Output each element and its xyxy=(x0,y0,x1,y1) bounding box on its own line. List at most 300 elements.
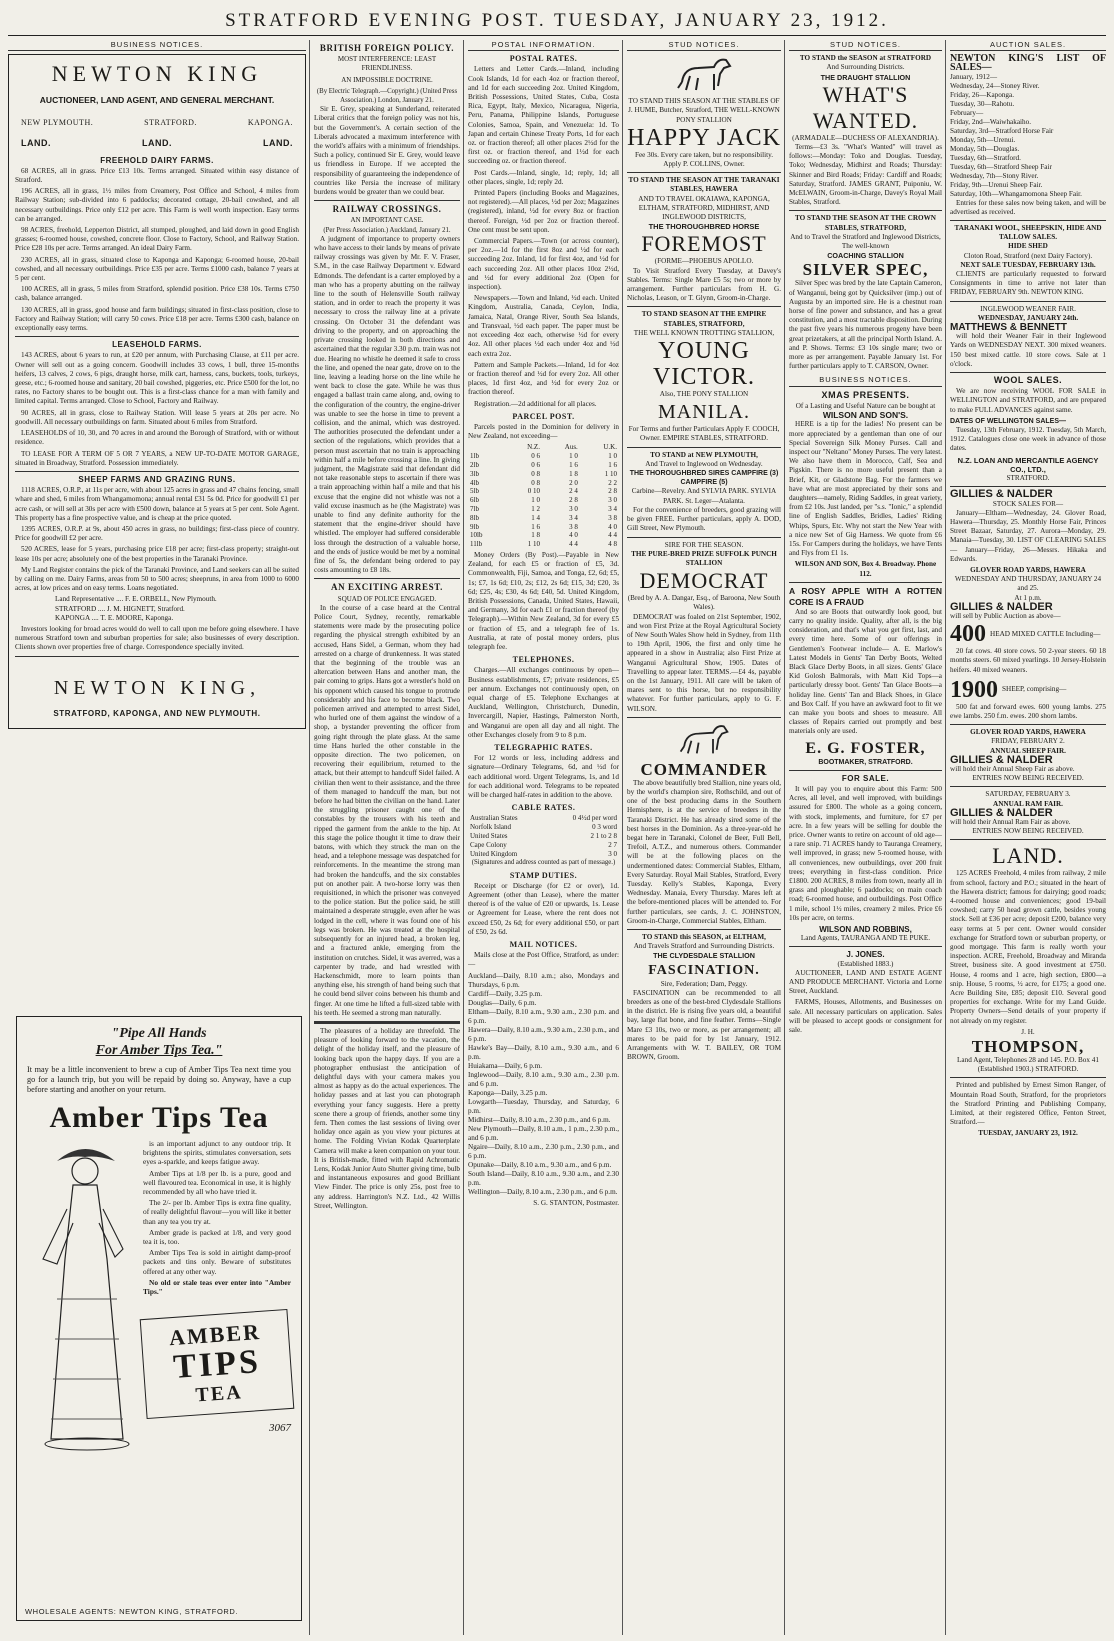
table-cell: 1 6 xyxy=(531,522,540,531)
ad-blurbs xyxy=(143,1139,291,1469)
table-cell: 2 8 xyxy=(608,487,617,496)
table-cell: 1 0 xyxy=(569,452,578,461)
table-cell: 2 7 xyxy=(608,840,617,849)
table-row xyxy=(468,505,619,514)
stud-text: And Surrounding Districts. xyxy=(826,63,905,72)
table-row xyxy=(468,841,619,850)
list-item: Saturday, 3rd—Stratford Horse Fair xyxy=(950,126,1054,135)
listing: LEASEHOLDS of 10, 30, and 70 acres in and around the Borough of Stratford, with or without residence. xyxy=(15,429,299,447)
land-label: LAND. xyxy=(142,138,172,149)
table-row xyxy=(468,496,619,505)
auction-text: We are now receiving WOOL FOR SALE in WELLINGTON and STRATFORD, and are prepared to make FULL ADVANCES against same. xyxy=(950,387,1106,414)
table-header-cell xyxy=(468,443,505,452)
column-header: POSTAL INFORMATION. xyxy=(468,40,619,51)
ad-blurb: Amber Tips at 1/8 per lb. is a pure, good and well flavoured tea. Economical in use, it is highly recommended by all who have tried it. xyxy=(143,1168,291,1197)
ad-headline: For Amber Tips Tea." xyxy=(95,1043,223,1058)
tin-label: TIPS xyxy=(172,1343,263,1387)
table-row xyxy=(468,470,619,479)
stud-text: FASCINATION can be recommended to all breeders as one of the best-bred Clydesdale Stallions in the district. He is rising five years old, a beautiful bay, large flat bone, and fine feather. Terms—Single Mare £3 10s, two or more, as per arrangement; all mares to be paid for by 1st January, 1912. Arrangements with W. T. BAILEY, OR TOM BROWN, Groom. xyxy=(627,988,781,1062)
stud-text: TO STAND at NEW PLYMOUTH, xyxy=(650,450,758,459)
section-heading: MAIL NOTICES. xyxy=(509,939,578,949)
table-cell: 1 10 xyxy=(604,469,617,478)
table-row xyxy=(468,452,619,461)
horse-name: SILVER SPEC, xyxy=(802,260,929,280)
ad-blurb: No old or stale teas ever enter into "Amber Tips." xyxy=(143,1277,291,1297)
postal-text: Letters and Letter Cards.—Inland, including Cook Islands, 1d for each 4oz or fraction thereof, and 1d for each succeeding 2oz. United Kingdom, British Possessions, United States, Cuba, Costa Rica, Egypt, Italy, Mexico, Nicaragua, Nigeria, Peru, Panama, Philippine Islands, Portuguese Colonies, Samoa, Spain, and Venezuela: 1d. To Japan and certain Chinese Treaty Ports, 1d for each oz. or fraction thereof; all other places 2½d for the first oz. or fraction thereof, and 1½d for each succeeding oz. or fraction thereof. xyxy=(468,65,619,166)
ad-blurb: is an important adjunct to any outdoor trip. It brightens the spirits, stimulates conversation, sets eyes a-sparkle, and keeps fatigue away. xyxy=(143,1139,291,1167)
cattle-count: 400 xyxy=(950,621,986,648)
list-item: Tuesday, 6th—Stratford. xyxy=(950,153,1021,162)
ad-illustration-block xyxy=(27,1139,291,1469)
column-rule xyxy=(309,40,310,1635)
postal-text: Registration.—2d additional for all places. xyxy=(474,399,597,408)
auction-text: 125 ACRES Freehold, 4 miles from railway, 2 mile from school, factory and P.O.; situated in the heart of the Hawera district; famous for dairying; good roads; 4-roomed house and conveniences; good 19-bail cowshed; carry 50 head grown cattle, besides young stock. Sell at £36 per acre; deposit £200, balance very easy terms at 5 per cent. Owner would consider exchange for Stratford town or suburban property, or good mortgage. This farm is really worth your inspection. ACRE, Freehold, Broadway and Miranda Street, business site. A good investment at £750. House, 4 rooms and 1 acre, high section, £800—a snip. House, 5 rooms, ½ acre, for £175; a good one. Acre Building Site, £85; deposit £10. Several good properties for exchange. Write for my Land Guide. Property Owners—Send details of your property if not already on my register. xyxy=(950,869,1106,1025)
news-text: In the course of a case heard at the Central Police Court, Sydney, recently, remarkable statements were made by the prosecuting police regarding the physical strength exhibited by an accused, Hans Sidel, a German, whom they had arrested on a charge of drunkenness. It was stated that the beginning of the trouble was an altercation between Hans and another man, the pair coming to grips. Hans got a wrestler's hold on his opponent which caused his tongue to protrude considerably and his face to become black. Two policemen arrived and attempted to arrest Sidel, who hurled one of them against the window of a shop, a bystander preventing the officer from going right through the plate glass. At the same time Hans hurled the other constable in the opposite direction. The two policemen, on recovering their equilibrium, returned to the attack, but their attempt to handcuff Sidel failed. A civilian then went to their assistance, and the three of them managed to handcuff the man, but not before he had bitten the civilian on the hand. Later the struggling prisoner caught one of the constables by the trousers with his teeth and ripped the garment from the ankle to the hip. At this stage the police thought it time to draw their batons, with which they struck the man on the head, and a telephone message was despatched for reinforcements. In the meantime the strong man had broken the handcuffs, and the six constables put on another pair. A two-horse lorry was then requisitioned, in which the prisoner was conveyed to the police station. But the police said, he still maintained a desperate struggle, even after he was lodged in the cell, where it was found one of his legs was broken. He was treated at the hospital subsequently for an injured head, a broken leg, and a fractured ankle, emerging from the institution on crutches. Sidel, it was averred, was a carpenter by trade, and had wrestled with Hackenschmidt, more to learn points than anything else, his strength of hand being such that he could bend silver coins between his thumb and finger. At one time he lifted a full-sized table with his teeth. He seemed a strong man naturally. xyxy=(314,603,460,1017)
table-row xyxy=(468,814,619,823)
listing: 90 ACRES, all in grass, close to Railway Station. Will lease 5 years at 20s per acre. No goodwill. All necessary outbuildings on farm. Situated about 6 miles from Stratford. xyxy=(15,408,299,426)
ad-text: And so are Boots that outwardly look good, but carry no quality inside. Quality, after all, is the big consideration, and that's what you get first, last, and every time here. Some of our offerings in Gentlemen's Footwear include— A. E. Marlow's Latest Models in Gents' Tan Derby Boots, Welted Black Glace Derby Boots, in all sizes. Gents' Glace Kid Golosh Balmorals, with Matt Kid Tops—a particularly dressy boot. Gents' Tan Glace Boots—a holiday line. Gents' Tan and Black Shoes, in Glace and Box Calf. If you have an awkward foot to fit we can make you boots and shoes to measure. All classes of Repairs carried out promptly and best materials only are used. xyxy=(789,607,942,736)
table-cell: 2 8 xyxy=(569,496,578,505)
listing: 196 ACRES, all in grass, 1½ miles from Creamery, Post Office and School, 4 miles from Railway Station; sub-divided into 6 paddocks; decorated cottage, 20-bail cowshed, and all necessary outbuildings. Price only £12 per acre. This Farm is well worth inspection. Easy terms can be arranged. xyxy=(15,187,299,223)
stud-text: THE THOROUGHBRED SIRES CAMPFIRE (3) CAMPFIRE (5) xyxy=(629,470,779,487)
dateline: (By Electric Telegraph.—Copyright.) (United Press Association.) London, January 21. xyxy=(316,87,458,105)
column-header: AUCTION SALES. xyxy=(950,40,1106,51)
table-cell: 3 0 xyxy=(608,496,617,505)
table-header-cell: U.K. xyxy=(603,443,617,452)
auction-text: SHEEP, comprising— xyxy=(1002,685,1067,694)
auctioneer-name: MATTHEWS & BENNETT xyxy=(950,322,1068,334)
news-subheading: MOST INTERFERENCE: LEAST FRIENDLINESS. xyxy=(337,55,437,73)
listing: 143 ACRES, about 6 years to run, at £20 per annum, with Purchasing Clause, at £11 per acre. Owner will sell out as a going concern. Goodwill includes 33 cows, 1 bull, three 15-months heifers, 13 calves, 2 cows, 6 pigs, draught horse, milk cart, harness, cans, buckets, tools, turkeys, geese, etc.; 6-roomed house and sanitary, 20 bail cowshed, piggeries, etc. Price £500 for the lot, no rates, no Factory shares to be bought out. This is a first-class chance for a man with family and limited capital. Terms arranged. Close to School, Factory and Railway. xyxy=(15,351,299,406)
table-cell: 3 0 xyxy=(569,504,578,513)
ad-firm: E. G. FOSTER, xyxy=(805,739,926,757)
ad-headline: "Pipe All Hands xyxy=(111,1026,207,1041)
amber-tips-ad xyxy=(16,1016,302,1621)
table-row xyxy=(468,540,619,549)
column-header: BUSINESS NOTICES. xyxy=(789,375,942,386)
stud-text: Silver Spec was bred by the late Captain Cameron, of Wanganui, being got by Quicksilver (imp.) out of Augusta by an imported sire. He is a chestnut roan horse of fine power and substance, and has a great constitution, and a most tractable disposition. During the past five years his numerous progeny have been great prizetakers, at all the principal North Island. A. and P. Shows. Terms: £3 10s single mare; two or more as per arrangement. Payable January 1st. For further particulars apply to T. CARSON, Owner. xyxy=(789,279,942,371)
ad-text: (Established 1883.) xyxy=(837,959,894,968)
list-item: February— xyxy=(950,108,984,117)
table-cell: 1 4 xyxy=(531,513,540,522)
table-row xyxy=(468,531,619,540)
horse-name: FOREMOST xyxy=(641,231,767,257)
list-item: Midhirst—Daily, 8.10 a.m., 2.30 p.m., and 6 p.m. xyxy=(468,1115,611,1124)
stud-text: THE DRAUGHT STALLION xyxy=(820,72,911,82)
list-item: Wednesday, 24—Stoney River. xyxy=(950,81,1040,90)
agent-name: THOMPSON, xyxy=(971,1037,1085,1057)
list-item: Friday, 2nd—Waiwhakaiho. xyxy=(950,117,1031,126)
table-cell: 2 0 xyxy=(569,478,578,487)
ad-text: FARMS, Houses, Allotments, and Businesses on sale. All necessary particulars on application. Sales will be pleased to accept goods or consignment for sale. xyxy=(789,998,942,1035)
column-stud-2 xyxy=(789,40,942,1635)
list-item: Friday, 9th—Urenui Sheep Fair. xyxy=(950,180,1043,189)
stud-text: TO STAND THE SEASON AT THE TARANAKI STABLES, HAWERA xyxy=(628,176,780,194)
town: NEW PLYMOUTH. xyxy=(21,118,94,128)
table-cell: 8lb xyxy=(470,513,479,522)
list-item: Ngaire—Daily, 8.10 a.m., 2.30 p.m., 2.30 p.m., and 6 p.m. xyxy=(468,1142,619,1160)
listing: 100 ACRES, all in grass, 5 miles from Stratford, splendid position. Price £38 10s. Terms £750 cash, balance arranged. xyxy=(15,285,299,303)
table-cell: 1 10 xyxy=(527,540,540,549)
listing: TO LEASE FOR A TERM OF 5 OR 7 YEARS, a NEW UP-TO-DATE MOTOR GARAGE, situated in Broadway, Stratford. Possession immediately. xyxy=(15,449,299,467)
land-row xyxy=(15,131,299,152)
rep-line: KAPONGA .... T. E. MOORE, Kaponga. xyxy=(55,613,174,622)
table-row xyxy=(468,850,619,859)
table-header-cell: Aus. xyxy=(564,443,578,452)
list-item: Saturday, 10th—Whangamomona Sheep Fair. xyxy=(950,189,1082,198)
table-cell: 4 8 xyxy=(608,540,617,549)
auctioneer-name: GILLIES & NALDER xyxy=(950,753,1053,766)
postal-text: Mails close at the Post Office, Stratford, as under:— xyxy=(468,951,619,969)
table-row xyxy=(468,832,619,841)
news-heading: RAILWAY CROSSINGS. xyxy=(332,204,442,215)
postal-text: For 12 words or less, including address and signature—Ordinary Telegrams, 6d, and ½d for each additional word. Urgent Telegrams, 1s, and 1d for each additional word. Telegrams to be repeated will be charged half-rates in addition to the above. xyxy=(468,754,619,799)
ad-heading: A ROSY APPLE WITH A ROTTEN CORE IS A FRAUD xyxy=(789,585,942,607)
cattle-block xyxy=(950,621,1106,647)
ad-text: BOOTMAKER, STRATFORD. xyxy=(818,758,913,766)
auctioneer-name: GILLIES & NALDER xyxy=(950,806,1053,819)
list-item: South Island—Daily, 8.10 a.m., 9.30 a.m., and 2.30 p.m. xyxy=(468,1169,619,1187)
table-cell: United States xyxy=(470,831,508,840)
column-business-notices xyxy=(8,40,306,1010)
stud-text: TO STAND THE SEASON AT THE CROWN STABLES, STRATFORD, xyxy=(795,214,936,232)
news-text: The pleasures of a holiday are threefold. The pleasure of looking forward to the vacation, the delight of the holiday itself, and the pleasure of looking back upon the happy days. If you are a photographer enthusiast the anticipation of delightful days with your camera makes you almost as happy as do the actual experiences. The holiday passes and at last you can photograph everything your fancy suggests. Here a pretty scene there a group of friends, another some tiny fern. Then comes the last sessions of living over holiday once again as you view your pictures at home. The Folding Vivian Kodak Quarterplate Camera will make a keen companion on your tour. It is British-made, fitted with Rapid Achromatic Lens, Kodak Junior Auto Shutter giving time, bulb and instantaneous exposures and good Brilliant View Finder. The price is only 25s, post free to any address. Harrington's N.Z. Ltd., 42 Willis Street, Wellington. xyxy=(314,1026,460,1210)
table-cell: 2 4 xyxy=(569,487,578,496)
ad-firm: J. JONES. xyxy=(846,950,885,960)
auction-text: ENTRIES NOW BEING RECEIVED. xyxy=(972,827,1084,836)
auction-heading: N.Z. LOAN AND MERCANTILE AGENCY CO., LTD., xyxy=(957,455,1099,474)
section-heading: FREEHOLD DAIRY FARMS. xyxy=(100,155,214,165)
column-header: STUD NOTICES. xyxy=(789,40,942,51)
listing: My Land Register contains the pick of the Taranaki Province, and Land seekers can all be suited by calling on me. Dairy Farms, areas from 50 to 500 acres; sheepruns, in area from 1000 to 6000 acres, at low prices and on easy terms. Loans negotiated. xyxy=(15,565,299,593)
listing: 1395 ACRES, O.R.P. at 9s, about 450 acres in grass, no buildings; first-class piece of country. Price for goodwill £2 per acre. xyxy=(15,524,299,543)
table-cell: 1 0 xyxy=(531,496,540,505)
listing: 130 ACRES, all in grass, good house and farm buildings; situated in first-class position, close to Factory and Railway Station; will carry 50 cows. Price £18 per acre. Terms £300 cash, balance on exceptionally easy terms. xyxy=(15,305,299,333)
list-item: New Plymouth—Daily, 8.10 a.m., 1 p.m., 2.30 p.m., and 6 p.m. xyxy=(468,1124,619,1142)
postal-text: Pattern and Sample Packets.—Inland, 1d for 4oz or fraction thereof and ½d for every 2oz. All other places, 1d first 4oz, and ½d for every 2oz or fraction thereof. xyxy=(468,360,619,397)
news-text: Sir E. Grey, speaking at Sunderland, reiterated Liberal critics that the foreign policy was not his, but the Government's. A certain section of the Liberals advocated a maximum interference with the world's affairs with a minimum of friendships. Such a policy, continued Sir E. Grey, would leave us friendless in Europe. If we accepted the responsibility of guaranteeing the independence of countries like Persia the increase of military burdens would be greater than we could bear. xyxy=(314,105,460,197)
table-cell: 3 8 xyxy=(608,513,617,522)
horse-name: WHAT'S WANTED. xyxy=(812,81,919,133)
column-auction-sales xyxy=(950,40,1106,1635)
postal-text: Commercial Papers.—Town (or across counter), per 2oz.—1d for the first 8oz and ½d for each succeeding 2oz. Inland, 1d for first 4oz, and ½d for each succeeding 2oz. All other places 10oz 2½d, and ½d for every additional 2oz (Open for inspection). xyxy=(468,237,619,292)
column-rule xyxy=(463,40,464,1635)
table-cell: 3 8 xyxy=(569,522,578,531)
auction-text: Entries for these sales now being taken, and will be advertised as received. xyxy=(950,198,1106,216)
postal-text: Newspapers.—Town and Inland, ½d each. United Kingdom, Australia, Canada, Ceylon, India, Jamaica, Natal, Orange River, South Sea Islands, and Transvaal, ½d each paper. The paper must be not exceeding 4oz each, otherwise ½d for every 4oz. All other places ½d each under 4oz and ½d each extra 2oz. xyxy=(468,294,619,358)
stud-text: To Visit Stratford Every Tuesday, at Davey's Stables. Terms: Single Mare £5 5s; two or more by arrangement. Further particulars from H. G. Nicholas, Leason, or T. Glynn, Groom-in-Charge. xyxy=(627,266,781,303)
auction-text: 500 fat and forward ewes. 600 young lambs. 275 ewe lambs. 250 f.m. ewes. 200 shorn lambs. xyxy=(950,702,1106,720)
stud-text: For Terms and further Particulars Apply F. COOCH, Owner. EMPIRE STABLES, STRATFORD. xyxy=(628,425,780,443)
auctioneer-name: GILLIES & NALDER xyxy=(950,600,1053,613)
auction-text: FRIDAY, FEBRUARY 2. xyxy=(991,737,1065,746)
section-heading: PARCEL POST. xyxy=(512,411,575,421)
list-item: Wellington—Daily, 8.10 a.m., 2.30 p.m., and 6 p.m. xyxy=(468,1187,618,1196)
auction-text: Cloton Road, Stratford (next Dairy Factory). xyxy=(963,251,1093,260)
auction-text: ENTRIES NOW BEING RECEIVED. xyxy=(972,774,1084,783)
ad-blurb: Amber Tips Tea is sold in airtight damp-proof packets and tins only. Beware of substitutes offered at any other way. xyxy=(143,1248,291,1276)
list-item: Eltham—Daily, 8.10 a.m., 9.30 a.m., 2.30 p.m. and 6 p.m. xyxy=(468,1007,619,1025)
table-cell: 0 6 xyxy=(531,460,540,469)
tea-tin xyxy=(140,1309,295,1419)
ad-text: It will pay you to enquire about this Farm: 500 Acres, all level, and well improved, with buildings assured for £800. The whole as a going concern, with stock, implements, and furniture, for £7 per acre. In a few years will be selling for double the price. Owner wants to retire on account of old age—a rare snip. 71 ACRES handy to Tauranga Creamery, well improved, in grass; new 5-roomed house, with all conveniences, new outbuildings, over 200 fruit trees; everything in first-class condition. Price £1800. 200 ACRES, 8 miles from town, nearly all in grass and ploughable; 6 paddocks; on main coach road; 6-roomed house, and outbuildings. Post Office 1 mile, school 1½ miles, creamery 2 miles. Price £6 10s per acre, on terms. xyxy=(789,785,942,922)
ad-text: AUCTIONEER, LAND AND ESTATE AGENT AND PRODUCE MERCHANT. Victoria and Lorne Street, Auckland. xyxy=(789,968,942,996)
table-header-cell: N.Z. xyxy=(527,443,540,452)
stud-text: TO STAND the SEASON at STRATFORD xyxy=(799,54,932,63)
imprint: Printed and published by Ernest Simon Ranger, of Mountain Road South, Stratford, for the proprietors the Stratford Printing and Publishing Company, Limited, at their registered Office, Fenton Street, Stratford.— xyxy=(950,1081,1106,1127)
firm-name: NEWTON KING xyxy=(51,61,263,87)
stud-text: TO STAND THIS SEASON AT THE STABLES OF J. HUME, Butcher, Stratford, THE WELL-KNOWN PONY STALLION xyxy=(628,97,780,124)
table-row xyxy=(468,523,619,532)
table-cell: 2 1 to 2 8 xyxy=(590,831,617,840)
horse-name: COMMANDER xyxy=(640,759,768,779)
stud-text: TO STAND SEASON AT THE EMPIRE STABLES, STRATFORD, xyxy=(641,310,767,328)
dateline: (Per Press Association.) Auckland, January 21. xyxy=(323,226,451,234)
news-heading: BRITISH FOREIGN POLICY. xyxy=(319,43,455,53)
table-cell: 0 3 word xyxy=(592,823,617,832)
horse-name: FASCINATION. xyxy=(648,962,760,978)
ad-firm: WILSON AND ROBBINS, xyxy=(819,925,912,935)
horse-name: DEMOCRAT xyxy=(639,568,769,594)
column-postal xyxy=(468,40,619,1635)
stud-text: And to Travel the Stratford and Inglewood Districts, The well-known xyxy=(790,232,941,251)
stud-text: COACHING STALLION xyxy=(827,251,904,261)
auctioneer-name: GILLIES & NALDER xyxy=(950,488,1053,501)
ad-text: Land Agents, TAURANGA AND TE PUKE. xyxy=(800,934,931,943)
table-cell: 0 8 xyxy=(531,478,540,487)
auction-text: NEXT SALE TUESDAY, FEBRUARY 13th. xyxy=(960,260,1096,269)
auction-heading: GLOVER ROAD YARDS, HAWERA xyxy=(970,728,1086,737)
table-row xyxy=(468,514,619,523)
list-item: January, 1912— xyxy=(950,72,998,81)
auction-text: 20 fat cows. 40 store cows. 50 2-year steers. 60 18 months steers. 60 mixed yearlings. 10 Jersey-Holstein heifers. 40 mixed weaners. xyxy=(950,647,1106,674)
section-heading: SHEEP FARMS AND GRAZING RUNS. xyxy=(78,474,236,484)
woman-illustration-icon xyxy=(27,1139,137,1469)
table-cell: United Kingdom xyxy=(470,849,518,858)
list-item: Tuesday, 6th—Stratford Sheep Fair xyxy=(950,162,1052,171)
list-item: Inglewood—Daily, 8.10 a.m., 9.30 a.m., 2.30 p.m. and 6 p.m. xyxy=(468,1070,619,1088)
list-item: Cardiff—Daily, 3.25 p.m. xyxy=(468,989,543,998)
table-cell: 0 6 xyxy=(531,452,540,461)
stud-text: Carbine—Revelry. And SYLVIA PARK. SYLVIA PARK. St. Leger—Atalanta. xyxy=(631,487,777,505)
ad-heading: FOR SALE. xyxy=(841,773,890,783)
stud-text: For the convenience of breeders, good grazing will be given FREE. Further particulars, apply A. DOD, Gill Street, New Plymouth. xyxy=(627,505,781,533)
table-cell: Cape Colony xyxy=(470,840,507,849)
listing: 68 ACRES, all in grass. Price £13 10s. Terms arranged. Situated within easy distance of Stratford. xyxy=(15,166,299,185)
stud-text: SIRE FOR THE SEASON. xyxy=(664,540,744,549)
table-cell: 3 4 xyxy=(608,504,617,513)
auction-text: SATURDAY, FEBRUARY 3. xyxy=(985,790,1071,799)
list-item: Monday, 5th—Douglas. xyxy=(950,144,1020,153)
column-header: BUSINESS NOTICES. xyxy=(8,40,306,51)
stud-text: The above beautifully bred Stallion, nine years old, by the world's champion sire, Rothschild, and out of one of the best producing dams in the Southern Hemisphere, is at the service of breeders in the Taranaki District. He has already sired some of the best horses in the Dominion. As a three-year-old he begat here in Taranaki, Colonel de Beer, Full Bell, Trefoil, A.T.Z., and numerous others. Commander will be at the following places on the undermentioned dates: Commercial Stables, Eltham, Every Saturday. Royal Mail Stables, Stratford, Every Tuesday. Kelly's Stables, Kaponga, Every Wednesday. Manaia, Every Thursday. Mares left at the before-mentioned places will be attended to. For further particulars, see cards, J. C. JOHNSTON, Groom-in-Charge, Commercial Stables, Eltham. xyxy=(627,778,781,925)
auction-text: At 1 p.m. xyxy=(1014,593,1042,602)
table-cell: 6lb xyxy=(470,496,479,505)
auction-heading: DATES OF WELLINGTON SALES— xyxy=(950,417,1067,425)
list-item: Douglas—Daily, 6 p.m. xyxy=(468,998,537,1007)
horse-name: MANILA. xyxy=(658,401,750,424)
ad-firm: WILSON AND SON'S. xyxy=(822,410,909,421)
table-row xyxy=(468,487,619,496)
table-cell: 1 6 xyxy=(608,460,617,469)
auction-text: will hold their Annual Sheep Fair as above. xyxy=(950,764,1075,773)
table-cell: 2lb xyxy=(470,460,479,469)
ad-number: 3067 xyxy=(269,1422,291,1435)
section-heading: TELEPHONES. xyxy=(512,655,575,665)
table-cell: 1 0 xyxy=(608,452,617,461)
mail-list xyxy=(468,972,619,1197)
auction-text: HEAD MIXED CATTLE Including— xyxy=(990,629,1101,638)
table-cell: 2 2 xyxy=(608,478,617,487)
imprint-date: TUESDAY, JANUARY 23, 1912. xyxy=(978,1129,1078,1138)
table-cell: 1 2 xyxy=(531,504,540,513)
column-rule xyxy=(622,40,623,1635)
horse-name: HAPPY JACK xyxy=(627,124,781,151)
table-row xyxy=(468,479,619,488)
section-heading: TELEGRAPHIC RATES. xyxy=(494,742,593,752)
list-item: Hawke's Bay—Daily, 8.10 a.m., 9.30 a.m., and 6 p.m. xyxy=(468,1043,619,1061)
sheep-count: 1900 xyxy=(950,676,998,703)
auction-text: will hold their Annual Ram Fair as above. xyxy=(950,817,1071,826)
land-label: LAND. xyxy=(263,138,293,149)
auction-heading: WOOL SALES. xyxy=(993,375,1063,386)
auction-text: will sell by Public Auction as above— xyxy=(950,611,1061,620)
ad-text: Of a Lasting and Useful Nature can be bought at xyxy=(795,401,936,410)
rep-line: STRATFORD .... J. M. HIGNETT, Stratford. xyxy=(55,604,185,613)
stud-text: And Travels Stratford and Surrounding Districts. xyxy=(633,942,775,951)
table-cell: 1 8 xyxy=(531,531,540,540)
table-cell: Norfolk Island xyxy=(470,823,512,832)
news-heading: AN EXCITING ARREST. xyxy=(330,582,443,593)
list-item: Tuesday, 30—Rahotu. xyxy=(950,99,1015,108)
table-row xyxy=(468,461,619,470)
table-cell: 11lb xyxy=(470,540,483,549)
table-cell: 5lb xyxy=(470,487,479,496)
column-rule xyxy=(945,40,946,1635)
stud-text: (Bred by A. A. Dangar, Esq., of Baroona, New South Wales). xyxy=(627,594,781,612)
stud-text: Fee 30s. Every care taken, but no responsibility. Apply P. COLLINS, Owner. xyxy=(634,150,774,169)
stud-text: (ARMADALE—DUCHESS OF ALEXANDRIA). xyxy=(792,133,939,142)
ad-blurb: The 2/- per lb. Amber Tips is extra fine quality, of really delightful flavour—you will like it better than any tea you try at. xyxy=(143,1198,291,1226)
table-cell: 0 10 xyxy=(527,487,540,496)
stud-text: Terms—£3 3s. "What's Wanted" will travel as follows:—Monday: Toko and Douglas. Tuesday, Toko; Wednesday, Midhirst and Roads; Thursday: Skinner and Bird Roads; Friday: Cardiff and Roads; Saturday, Stratford. JAMES GRANT, Puiponiu, W. McELWAIN, Groom-in-Charge, Davey's Royal Mail Stables, Stratford. xyxy=(789,143,942,207)
postal-text: Parcels posted in the Dominion for delivery in New Zealand, not exceeding— xyxy=(468,422,619,441)
ad-blurb: Amber grade is packed at 1/8, and very good tea it is, too. xyxy=(143,1227,291,1247)
table-cell: 1 8 xyxy=(569,469,578,478)
list-item: Monday, 5th—Urenui. xyxy=(950,135,1016,144)
list-item: Huiakama—Daily, 6 p.m. xyxy=(468,1061,542,1070)
postal-text: Receipt or Discharge (for £2 or over), 1d. Agreement (other than Lease), where the matter thereof is of the value of £20 or upwards, 1s. Lease or Agreement for Lease, where the rent does not exceed £50, 2s 6d; for every additional £50, or part of £50, 2s 6d. xyxy=(468,881,619,936)
stud-text: THE CLYDESDALE STALLION xyxy=(653,951,755,961)
town: KAPONGA. xyxy=(247,118,293,128)
section-heading: CABLE RATES. xyxy=(511,803,576,813)
table-cell: 4 4 xyxy=(608,531,617,540)
auction-heading: HIDE SHED xyxy=(1008,242,1048,251)
cable-table xyxy=(468,814,619,858)
agent-initials: J. H. xyxy=(1021,1027,1035,1036)
town-row xyxy=(15,114,299,131)
postal-text: Charges.—All exchanges continuous by open—Business establishments, £7; private residences, £5 per annum. Exchanges not continuously open, on equal charge of £5. Telephone Exchanges at Auckland, Wellington, Christchurch, Dunedin, Invercargill, Napier, Hastings, Palmerston North, and Wanganui are open all day and all night. The other Exchanges closely from 9 to 8 p.m. xyxy=(468,666,619,739)
section-heading: LEASEHOLD FARMS. xyxy=(112,340,202,350)
parcel-table xyxy=(468,443,619,549)
table-cell: 4 0 xyxy=(569,531,578,540)
tin-label: TEA xyxy=(194,1381,244,1407)
table-row xyxy=(468,823,619,832)
firm-title: AUCTIONEER, LAND AGENT, AND GENERAL MERCHANT. xyxy=(39,95,275,106)
news-text: A judgment of importance to property owners who have access to their lands by means of private railway crossings was given by Mr. F. V. Fraser, S.M., in the case Railway Department v. Edward Edmonds. The defendant is a carter employed by a man who has a property abutting on the railway line to the south of Helensville South railway station, and in order to reach the property it was necessary to cross the railway line at a private crossing. On October 31 the defendant was driving to the property, and on approaching the private crossing looked in both directions and ascertained that the regular 3.30 p.m. train was not due. Hearing no whistle he deemed it safe to cross the line, and opened the near gate, drove on to the line, leaving a leading horse on the line while he went back to close the gate. While he was thus engaged a ballast train came along, and, owing to the configuration of the country, the engine-driver was unable to see the horse in time to prevent a collision, and the animal, which was destroyed. The authorities prosecuted the defendant under a section of the regulations, which provides that a person must ascertain that no train is approaching within half a mile before crossing a line. In giving judgment, the Magistrate said that defendant did not take reasonable steps to ascertain if there was a train approaching within half a mile and that his excuse that the engine did not whistle was not a valid excuse inasmuch as he (the Magistrate) was unable to find any definite authority for the statement that the engine-driver should have whistled. The employer had suffered considerable loss through the destruction of a valuable horse, and the ends of justice would be met by a nominal fine of 5s, the defendant being ordered to pay costs amounting to £8 18s. xyxy=(314,234,460,575)
table-cell: Australian States xyxy=(470,814,518,823)
auction-heading: ANNUAL RAM FAIR. xyxy=(993,799,1063,808)
table-cell: 9lb xyxy=(470,522,479,531)
column-rule xyxy=(784,40,785,1635)
stud-text: And Travel to Inglewood on Wednesday. xyxy=(645,459,763,468)
town: STRATFORD. xyxy=(144,118,197,128)
section-heading: STAMP DUTIES. xyxy=(509,870,578,880)
column-header: STUD NOTICES. xyxy=(627,40,781,51)
list-item: Lowgarth—Tuesday, Thursday, and Saturday, 6 p.m. xyxy=(468,1097,619,1115)
list-item: Auckland—Daily, 8.10 a.m.; also, Mondays and Thursdays, 6 p.m. xyxy=(468,971,619,989)
listing: 98 ACRES, freehold, Lepperton District, all stumped, ploughed, and laid down in good English grasses; 6-roomed house, cowshed, concrete floor. Close to Factory, School, and Railway Station. Price £28 10s per acre. Terms arranged. An ideal Dairy Farm. xyxy=(15,226,299,253)
auction-heading: ANNUAL SHEEP FAIR. xyxy=(990,746,1066,755)
listing: 230 ACRES, all in grass, situated close to Kaponga and Kaponga; 6-roomed house, 20-bail cowshed, and all necessary outbuildings. Price £35 per acre. Terms £1000 cash, balance 7 years at 5 per cent. xyxy=(15,255,299,283)
ad-firm: WILSON AND SON, Box 4. Broadway. Phone 112. xyxy=(794,560,937,578)
table-cell: 10lb xyxy=(470,531,483,540)
auction-text: Tuesday, 13th February, 1912. Tuesday, 5th March, 1912. Catalogues close one week in advance of those dates. xyxy=(950,426,1106,453)
cable-note: (Signatures and address counted as part of message.) xyxy=(471,859,616,867)
horse-name: YOUNG VICTOR. xyxy=(653,338,755,391)
list-item: Friday, 26—Kaponga. xyxy=(950,90,1015,99)
land-heading: LAND. xyxy=(992,843,1064,869)
column-news xyxy=(314,40,460,1635)
rep-line: Land Representative .... F. E. ORBELL, New Plymouth. xyxy=(55,595,217,604)
ad-text: HERE is a tip for the ladies! No present can be more appreciated by a gentleman than one of our Special Sovereign Silk Money Purses. Call and inspect our "Neltano" Money Purses. The very latest. We also have them in Morocco, Calf, Sea and Pigskin. There is no more useful present than a Brief, Kit, or Gladstone Bag. For the farmers we have what are most appreciated by their sons and daughters—namely, Riding Saddles, in great variety, from £2 10s. Just landed, per "s.s. "Ionic," a splendid line of English Saddles, Bridles, Ladies' Riding Whips, Spurs, Etc. Why not start the New Year with a nice new Set of Gig Harness. We quote from £6 15s. For Campers during the holidays, we have Tents and Flys from £1 1s. xyxy=(789,420,942,558)
auction-text: STOCK SALES FOR— xyxy=(992,499,1064,508)
listing: 520 ACRES, lease for 5 years, purchasing price £18 per acre; first-class property; straight-out lease 10s per acre; absolutely one of the best properties in the Taranaki Province. xyxy=(15,545,299,563)
table-cell: 0 4½d per word xyxy=(572,814,617,823)
auction-text: January—Eltham—Wednesday, 24. Glover Road, Hawera—Thursday, 25. Monthly Horse Fair, Princes Street Bazaar, Saturday, 27. Aurora—Monday, 29. Manaia—Tuesday, 30. LIST OF CLEARING SALES— January—Friday, 26—Messrs. Hikaka and Edwards. xyxy=(950,508,1106,563)
masthead: STRATFORD EVENING POST. TUESDAY, JANUARY 23, 1912. xyxy=(8,6,1106,36)
ad-body: It may be a little inconvenient to brew a cup of Amber Tips Tea next time you go for a launch trip, but you will be repaid by doing so. Anyway, have a cup before starting and another on your return. xyxy=(27,1065,291,1094)
newton-king-ad xyxy=(8,54,306,729)
footer-towns: STRATFORD, KAPONGA, AND NEW PLYMOUTH. xyxy=(53,708,261,718)
list-item: Wednesday, 7th—Stony River. xyxy=(950,171,1039,180)
table-cell: 4 0 xyxy=(608,522,617,531)
stud-text: THE WELL KNOWN TROTTING STALLION, xyxy=(633,328,775,337)
news-subheading: AN IMPOSSIBLE DOCTRINE. xyxy=(341,75,433,84)
stud-text: Sire, Federation; Dam, Peggy. xyxy=(660,979,748,988)
stud-text: TO STAND this SEASON, at ELTHAM, xyxy=(642,933,766,941)
sales-list xyxy=(950,73,1106,199)
land-label: LAND. xyxy=(21,138,51,149)
section-heading: POSTAL RATES. xyxy=(509,54,578,64)
auction-text: will hold their Weaner Fair in their Inglewood Yards on WEDNESDAY NEXT. 300 mixed weaners. 150 best mixed cattle. 10 store cows. Sale at 1 o'clock. xyxy=(950,332,1106,368)
horse-icon xyxy=(674,721,734,757)
auction-text: Land Agent, Telephones 28 and 145. P.O. Box 41 (Established 1903.) STRATFORD. xyxy=(957,1056,1099,1074)
stud-text: AND TO TRAVEL OKAIAWA, KAPONGA, ELTHAM, STRATFORD, MIDHIRST, AND INGLEWOOD DISTRICTS, xyxy=(638,194,770,222)
auction-text: CLIENTS are particularly requested to forward Consignments in time to arrive not later than FRIDAY, FEBRUARY 9th. NEWTON KING. xyxy=(950,270,1106,297)
news-subheading: AN IMPORTANT CASE. xyxy=(350,216,424,225)
stud-text: (FORME—PHOEBUS APOLLO. xyxy=(654,257,754,266)
table-cell: 0 8 xyxy=(531,469,540,478)
table-cell: 7lb xyxy=(470,504,479,513)
stud-text: DEMOCRAT was foaled on 21st September, 1902, and won First Prize at the Royal Agricultural Society of New South Wales Show held in Sydney, from 11th to 19th April, 1906, the first and only time he appeared in a show in Australia; also First Prize at Wanganui Agricultural Show, 1905. Dates of Travelling to appear later. TERMS.—£4 4s, payable on the 1st January, 1911. All care will be taken of mares sent to this horse, but no responsibility whatever. For further particulars, apply to G. F. WILSON. xyxy=(627,612,781,713)
stud-text: THE PURE-BRED PRIZE SUFFOLK PUNCH STALLION xyxy=(631,549,777,567)
auction-heading: NEWTON KING'S LIST OF SALES— xyxy=(950,53,1106,74)
footer-firm: NEWTON KING, xyxy=(53,676,261,699)
ad-brand: Amber Tips Tea xyxy=(49,1101,269,1134)
sheep-block xyxy=(950,677,1106,703)
auction-heading: GLOVER ROAD YARDS, HAWERA xyxy=(970,565,1086,574)
